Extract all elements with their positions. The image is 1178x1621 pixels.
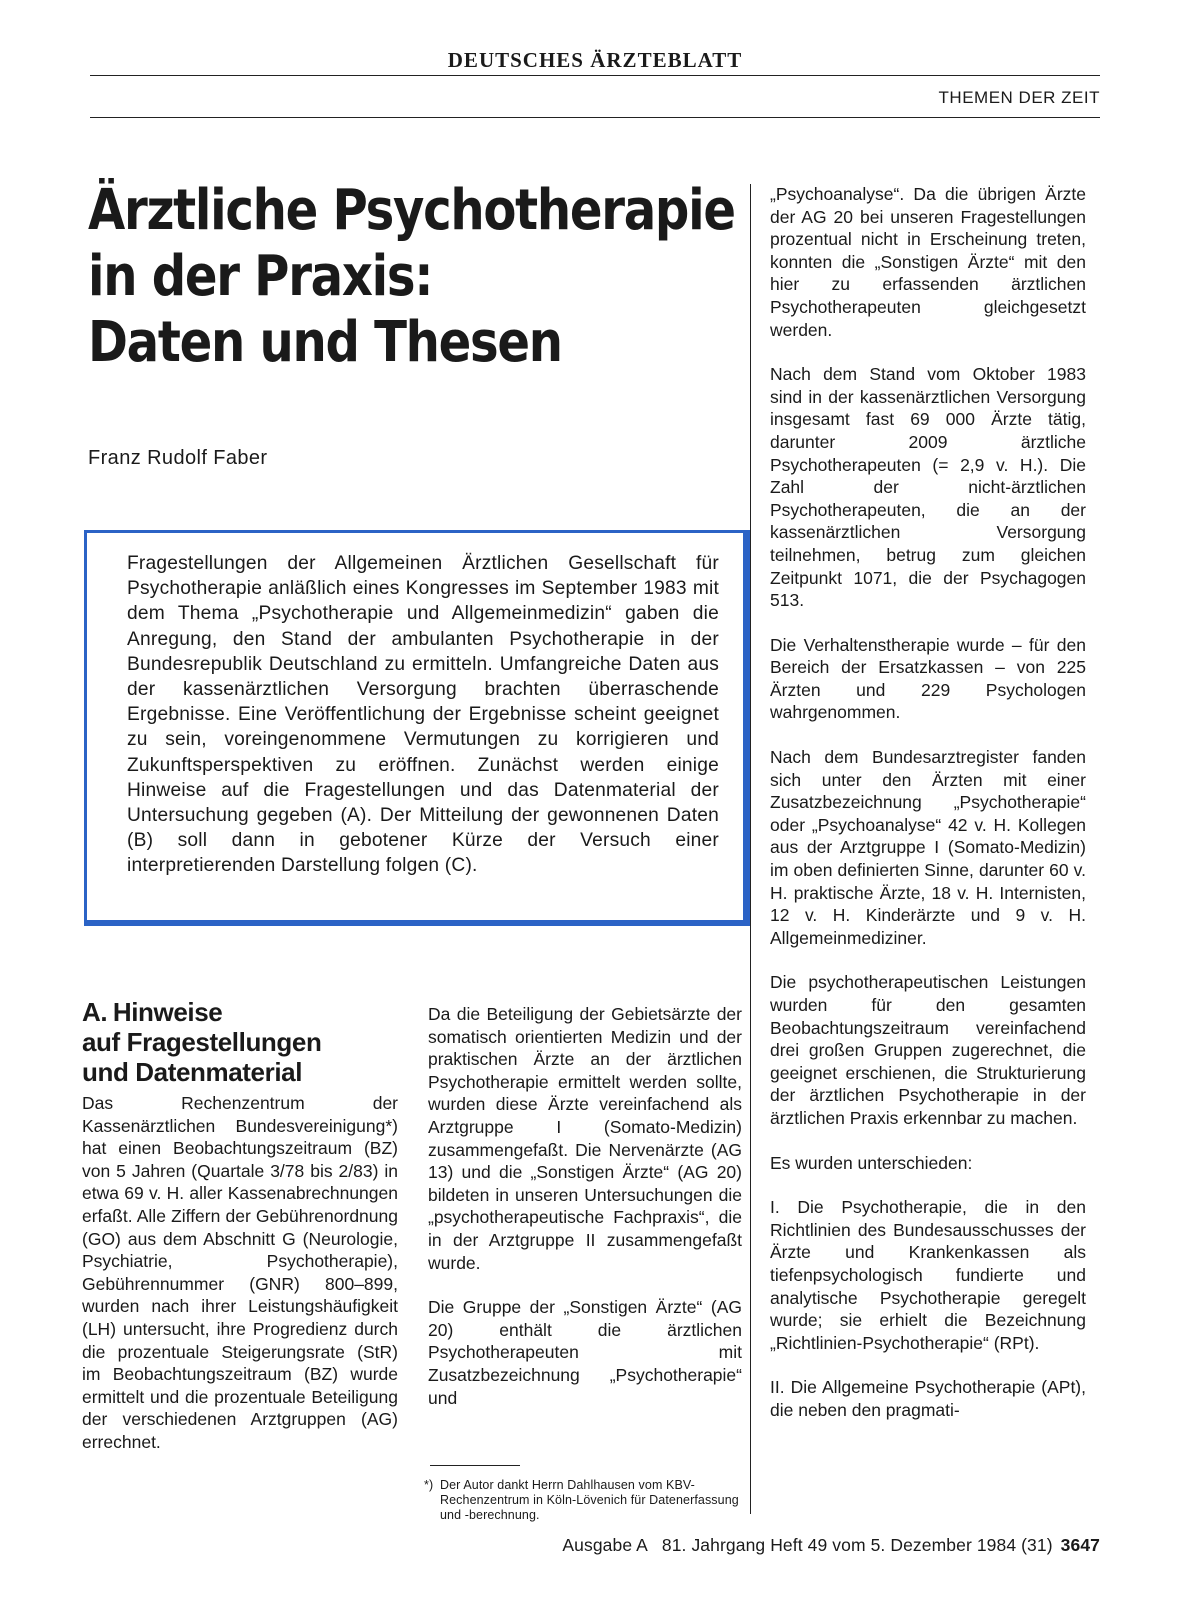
section-a-number: A. [82,997,108,1027]
footnote [424,1478,744,1523]
paragraph: Die Verhaltenstherapie wurde – für den Bereich der Ersatzkassen – von 225 Ärzten und 229 Psychologen wahrgenommen. [770,634,1086,723]
article-title [88,178,735,376]
issue-info: Ausgabe A 81. Jahrgang Heft 49 vom 5. Dezember 1984 (31) [562,1535,1053,1555]
column-1-body [82,1092,398,1454]
paragraph: Die psychotherapeutischen Leistungen wurden für den gesamten Beobachtungszeitraum vereinfachend drei großen Gruppen zugerechnet, die geeignet erschienen, die Strukturierung der ärztlichen Psychotherapie in der ärztlichen Praxis erkennbar zu machen. [770,972,1086,1128]
column-divider [750,184,751,1514]
paragraph: „Psychoanalyse“. Da die übrigen Ärzte der AG 20 bei unseren Fragestellungen prozentual nicht in Erscheinung treten, konnten die „Sonstigen Ärzte“ mit den hier zu erfassenden ärztlichen Psychotherapeuten gleichgesetzt werden. [770,184,1086,340]
masthead-rule [90,75,1100,76]
footnote-text: Der Autor dankt Herrn Dahlhausen vom KBV-Rechenzentrum in Köln-Lövenich für Datenerfassung und -berechnung. [440,1478,739,1522]
paragraph: II. Die Allgemeine Psychotherapie (APt), die neben den pragmati- [770,1377,1086,1420]
paragraph: Das Rechenzentrum der Kassenärztlichen Bundesvereinigung*) hat einen Beobachtungszeitraum (BZ) von 5 Jahren (Quartale 3/78 bis 2/83) in etwa 69 v. H. aller Kassenabrechnungen erfaßt. Alle Ziffern der Gebührenordnung (GO) aus dem Abschnitt G (Neurologie, Psychiatrie, Psychotherapie), Gebührennummer (GNR) 800–899, wurden nach ihrer Leistungshäufigkeit (LH) untersucht, ihre Progredienz durch die prozentuale Steigerungsrate (StR) im Beobachtungszeitraum (BZ) wurde ermittelt und die prozentuale Beteiligung der verschiedenen Arztgruppen (AG) errechnet. [82,1093,398,1452]
page-footer [562,1535,1100,1556]
footnote-mark: *) [424,1478,434,1492]
header-rule [90,117,1100,118]
footnote-rule [430,1465,520,1466]
section-a-heading-line-3: und Datenmaterial [82,1057,303,1087]
section-rubric: THEMEN DER ZEIT [938,88,1100,107]
column-3-body [770,183,1086,1422]
paragraph: Es wurden unterschieden: [770,1152,973,1173]
paragraph: Da die Beteiligung der Gebietsärzte der somatisch orientierten Medizin und der praktischen Ärzte an der ärztlichen Psychotherapie ermittelt werden sollte, wurden diese Ärzte vereinfachend als Arztgruppe I (Somato-Medizin) zusammengefaßt. Die Nervenärzte (AG 13) und die „Sonstigen Ärzte“ (AG 20) bildeten in unseren Untersuchungen die „psychotherapeutische Fachpraxis“, die in der Arztgruppe II zusammengefaßt wurde. [428,1004,742,1273]
paragraph: I. Die Psychotherapie, die in den Richtlinien des Bundesausschusses der Ärzte und Krankenkassen als tiefenpsychologisch fundierte und analytische Psychotherapie geregelt wurde; sie erhielt die Bezeichnung „Richtlinien-Psychotherapie“ (RPt). [770,1197,1086,1353]
abstract-box [84,530,750,926]
article-author: Franz Rudolf Faber [88,447,268,469]
section-a-heading-line-2: auf Fragestellungen [82,1027,322,1057]
title-line-2: in der Praxis: [88,244,433,309]
title-line-1: Ärztliche Psychotherapie [88,178,735,243]
section-a-heading-line-1: Hinweise [112,997,223,1027]
paragraph: Nach dem Stand vom Oktober 1983 sind in der kassenärztlichen Versorgung insgesamt fast 69 000 Ärzte tätig, darunter 2009 ärztliche Psychotherapeuten (= 2,9 v. H.). Die Zahl der nicht-ärztlichen Psychotherapeuten, die an der kassenärztlichen Versorgung teilnehmen, betrug zum gleichen Zeitpunkt 1071, die der Psychagogen 513. [770,364,1086,611]
abstract-text: Fragestellungen der Allgemeinen Ärztlichen Gesellschaft für Psychotherapie anläßlich eines Kongresses im September 1983 mit dem Thema „Psychotherapie und Allgemeinmedizin“ gaben die Anregung, den Stand der ambulanten Psychotherapie in der Bundesrepublik Deutschland zu ermitteln. Umfangreiche Daten aus der kassenärztlichen Versorgung brachten überraschende Ergebnisse. Eine Veröffentlichung der Ergebnisse scheint geeignet zu sein, voreingenommene Vermutungen zu korrigieren und Zukunftsperspektiven zu eröffnen. Zunächst werden einige Hinweise auf die Fragestellungen und das Datenmaterial der Untersuchung gegeben (A). Der Mitteilung der gewonnenen Daten (B) soll dann in gebotener Kürze der Versuch einer interpretierenden Darstellung folgen (C). [127,553,719,877]
title-line-3: Daten und Thesen [88,310,562,375]
paragraph: Die Gruppe der „Sonstigen Ärzte“ (AG 20) enthält die ärztlichen Psychotherapeuten mit Zusatzbezeichnung „Psychotherapie“ und [428,1297,742,1408]
masthead: DEUTSCHES ÄRZTEBLATT [447,48,743,72]
page-number: 3647 [1060,1535,1100,1555]
column-2-body [428,1003,742,1409]
paragraph: Nach dem Bundesarztregister fanden sich unter den Ärzten mit einer Zusatzbezeichnung „Psychotherapie“ oder „Psychoanalyse“ 42 v. H. Kollegen aus der Arztgruppe I (Somato-Medizin) im oben definierten Sinne, darunter 60 v. H. praktische Ärzte, 18 v. H. Internisten, 12 v. H. Kinderärzte und 9 v. H. Allgemeinmediziner. [770,747,1086,948]
section-a-heading [82,997,398,1087]
